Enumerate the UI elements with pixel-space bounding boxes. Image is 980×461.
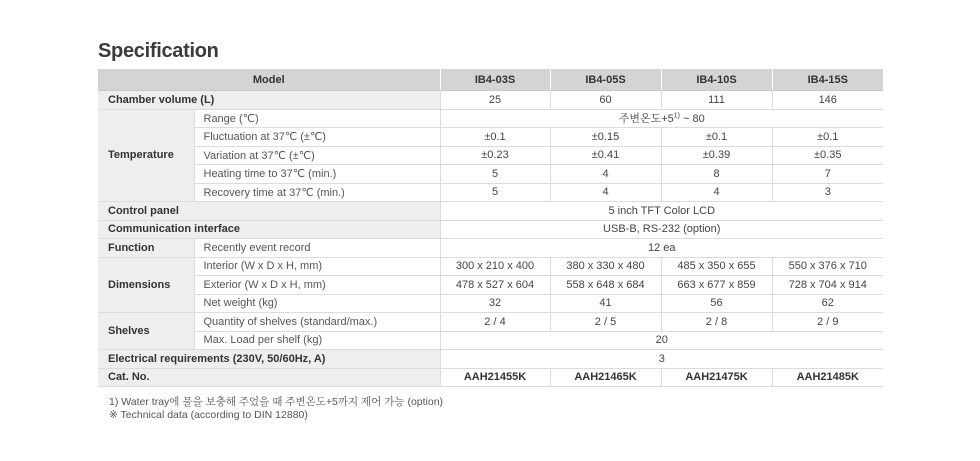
fluctuation-value: ±0.1	[661, 128, 772, 147]
table-row	[98, 165, 883, 184]
footnotes	[109, 396, 443, 422]
net-weight-value: 41	[550, 294, 661, 313]
chamber-volume-value: 111	[661, 91, 772, 110]
footnote-technical-data: ※ Technical data (according to DIN 12880)	[109, 409, 308, 421]
table-header-row	[98, 69, 883, 91]
variation-value: ±0.39	[661, 146, 772, 165]
interior-value: 300 x 210 x 400	[440, 257, 550, 276]
specification-table	[98, 69, 883, 387]
recovery-time-value: 4	[550, 183, 661, 202]
net-weight-value: 62	[772, 294, 883, 313]
dimensions-label: Dimensions	[98, 257, 194, 313]
communication-interface-label: Communication interface	[98, 220, 440, 239]
recovery-time-value: 3	[772, 183, 883, 202]
table-row	[98, 313, 883, 332]
table-row	[98, 257, 883, 276]
control-panel-label: Control panel	[98, 202, 440, 221]
net-weight-value: 56	[661, 294, 772, 313]
cat-no-value: AAH21475K	[661, 368, 772, 387]
control-panel-value: 5 inch TFT Color LCD	[440, 202, 883, 221]
interior-value: 550 x 376 x 710	[772, 257, 883, 276]
exterior-label: Exterior (W x D x H, mm)	[194, 276, 440, 295]
variation-value: ±0.35	[772, 146, 883, 165]
footnote-marker: 1)	[673, 112, 680, 120]
table-row	[98, 350, 883, 369]
exterior-value: 558 x 648 x 684	[550, 276, 661, 295]
heating-time-value: 8	[661, 165, 772, 184]
variation-value: ±0.23	[440, 146, 550, 165]
page-title: Specification	[98, 40, 219, 62]
table-row	[98, 368, 883, 387]
recovery-time-label: Recovery time at 37℃ (min.)	[194, 183, 440, 202]
model-header-ib4-15s: IB4-15S	[772, 69, 883, 91]
exterior-value: 728 x 704 x 914	[772, 276, 883, 295]
shelves-label: Shelves	[98, 313, 194, 350]
cat-no-label: Cat. No.	[98, 368, 440, 387]
net-weight-value: 32	[440, 294, 550, 313]
electrical-value: 3	[440, 350, 883, 369]
cat-no-value: AAH21455K	[440, 368, 550, 387]
heating-time-value: 5	[440, 165, 550, 184]
chamber-volume-value: 25	[440, 91, 550, 110]
event-record-label: Recently event record	[194, 239, 440, 258]
model-header-ib4-05s: IB4-05S	[550, 69, 661, 91]
range-value-suffix: ~ 80	[680, 113, 705, 126]
footnote-1: 1) Water tray에 물을 보충해 주었을 때 주변온도+5까지 제어 가능 (option)	[109, 396, 444, 408]
table-row	[98, 331, 883, 350]
shelf-quantity-value: 2 / 8	[661, 313, 772, 332]
fluctuation-value: ±0.1	[772, 128, 883, 147]
table-row	[98, 202, 883, 221]
table-row	[98, 128, 883, 147]
max-load-label: Max. Load per shelf (kg)	[194, 331, 440, 350]
max-load-value: 20	[440, 331, 883, 350]
chamber-volume-value: 146	[772, 91, 883, 110]
recovery-time-value: 5	[440, 183, 550, 202]
electrical-label: Electrical requirements (230V, 50/60Hz, A)	[98, 350, 440, 369]
recovery-time-value: 4	[661, 183, 772, 202]
table-row	[98, 146, 883, 165]
table-row	[98, 183, 883, 202]
heating-time-label: Heating time to 37℃ (min.)	[194, 165, 440, 184]
table-row	[98, 109, 883, 128]
exterior-value: 663 x 677 x 859	[661, 276, 772, 295]
cat-no-value: AAH21485K	[772, 368, 883, 387]
variation-label: Variation at 37℃ (±℃)	[194, 146, 440, 165]
exterior-value: 478 x 527 x 604	[440, 276, 550, 295]
range-label: Range (℃)	[194, 109, 440, 128]
temperature-label: Temperature	[98, 109, 194, 202]
event-record-value: 12 ea	[440, 239, 883, 258]
interior-value: 485 x 350 x 655	[661, 257, 772, 276]
variation-value: ±0.41	[550, 146, 661, 165]
heating-time-value: 7	[772, 165, 883, 184]
communication-interface-value: USB-B, RS-232 (option)	[440, 220, 883, 239]
table-row	[98, 294, 883, 313]
table-row	[98, 220, 883, 239]
table-row	[98, 239, 883, 258]
shelf-quantity-value: 2 / 9	[772, 313, 883, 332]
shelf-quantity-value: 2 / 5	[550, 313, 661, 332]
range-value	[440, 109, 883, 128]
chamber-volume-label: Chamber volume (L)	[98, 91, 440, 110]
chamber-volume-value: 60	[550, 91, 661, 110]
fluctuation-value: ±0.1	[440, 128, 550, 147]
fluctuation-value: ±0.15	[550, 128, 661, 147]
shelf-quantity-label: Quantity of shelves (standard/max.)	[194, 313, 440, 332]
interior-value: 380 x 330 x 480	[550, 257, 661, 276]
function-label: Function	[98, 239, 194, 258]
cat-no-value: AAH21465K	[550, 368, 661, 387]
interior-label: Interior (W x D x H, mm)	[194, 257, 440, 276]
shelf-quantity-value: 2 / 4	[440, 313, 550, 332]
fluctuation-label: Fluctuation at 37℃ (±℃)	[194, 128, 440, 147]
table-row	[98, 276, 883, 295]
range-value-text: 주변온도+5	[618, 113, 674, 126]
model-header-ib4-10s: IB4-10S	[661, 69, 772, 91]
model-header: Model	[98, 69, 440, 91]
model-header-ib4-03s: IB4-03S	[440, 69, 550, 91]
heating-time-value: 4	[550, 165, 661, 184]
net-weight-label: Net weight (kg)	[194, 294, 440, 313]
table-row	[98, 91, 883, 110]
